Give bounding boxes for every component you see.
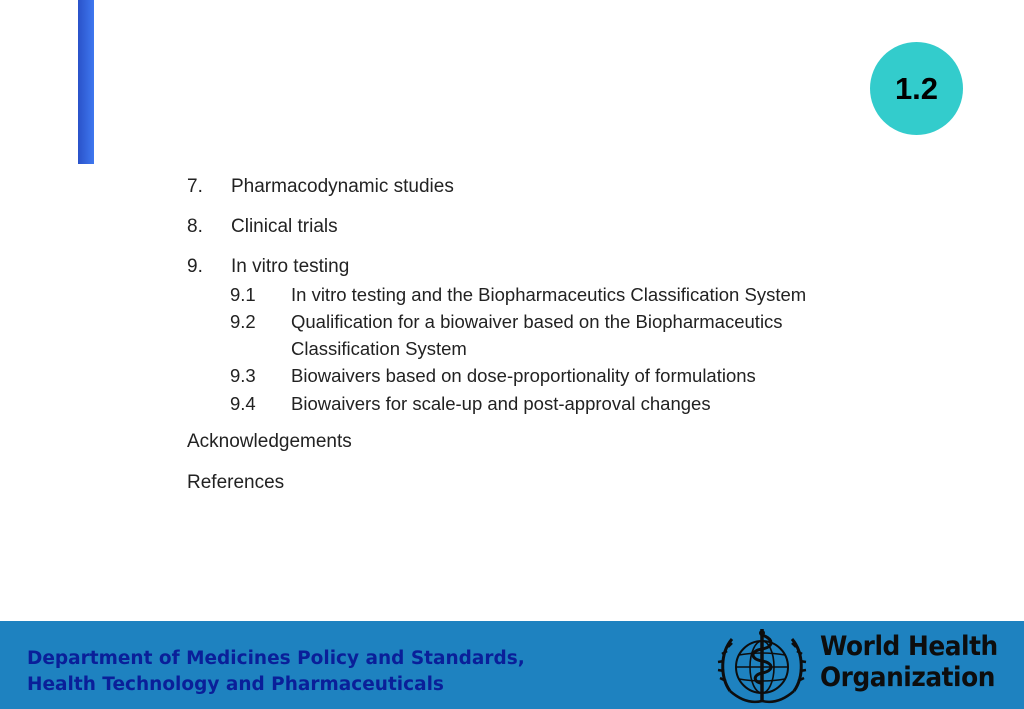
who-emblem-icon [716, 621, 808, 709]
toc-item-title: Pharmacodynamic studies [231, 176, 454, 197]
toc-subitem-number: 9.2 [230, 311, 256, 332]
toc-item-number: 8. [187, 216, 203, 237]
footer [0, 621, 1024, 709]
toc-subitem-title: Qualification for a biowaiver based on the Biopharmaceutics [291, 311, 783, 332]
toc-subitem-number: 9.4 [230, 393, 256, 414]
toc-subitem-title: Biowaivers for scale-up and post-approval changes [291, 393, 711, 414]
toc-item-number: 9. [187, 256, 203, 277]
toc-subitem-number: 9.3 [230, 365, 256, 386]
department-line-1: Department of Medicines Policy and Standards, [27, 648, 525, 669]
slide-number: 1.2 [894, 70, 939, 106]
toc-subitem-title: In vitro testing and the Biopharmaceutics Classification System [291, 284, 807, 305]
department-line-2: Health Technology and Pharmaceuticals [27, 674, 444, 695]
toc-subitem-title: Classification System [291, 338, 467, 359]
organization-name [820, 631, 998, 693]
toc-item-title: In vitro testing [231, 256, 350, 277]
department-name [27, 646, 525, 698]
toc-acknowledgements: Acknowledgements [187, 431, 352, 452]
toc-subitem-title: Biowaivers based on dose-proportionality of formulations [291, 365, 756, 386]
toc-references: References [187, 472, 285, 493]
toc-item-title: Clinical trials [231, 216, 338, 237]
accent-bar [78, 0, 94, 164]
toc-subitem-number: 9.1 [230, 284, 256, 305]
organization-name-line-2: Organization [820, 662, 995, 693]
organization-name-line-1: World Health [820, 631, 998, 662]
slide-number-badge [870, 42, 963, 135]
toc-item-number: 7. [187, 176, 203, 197]
